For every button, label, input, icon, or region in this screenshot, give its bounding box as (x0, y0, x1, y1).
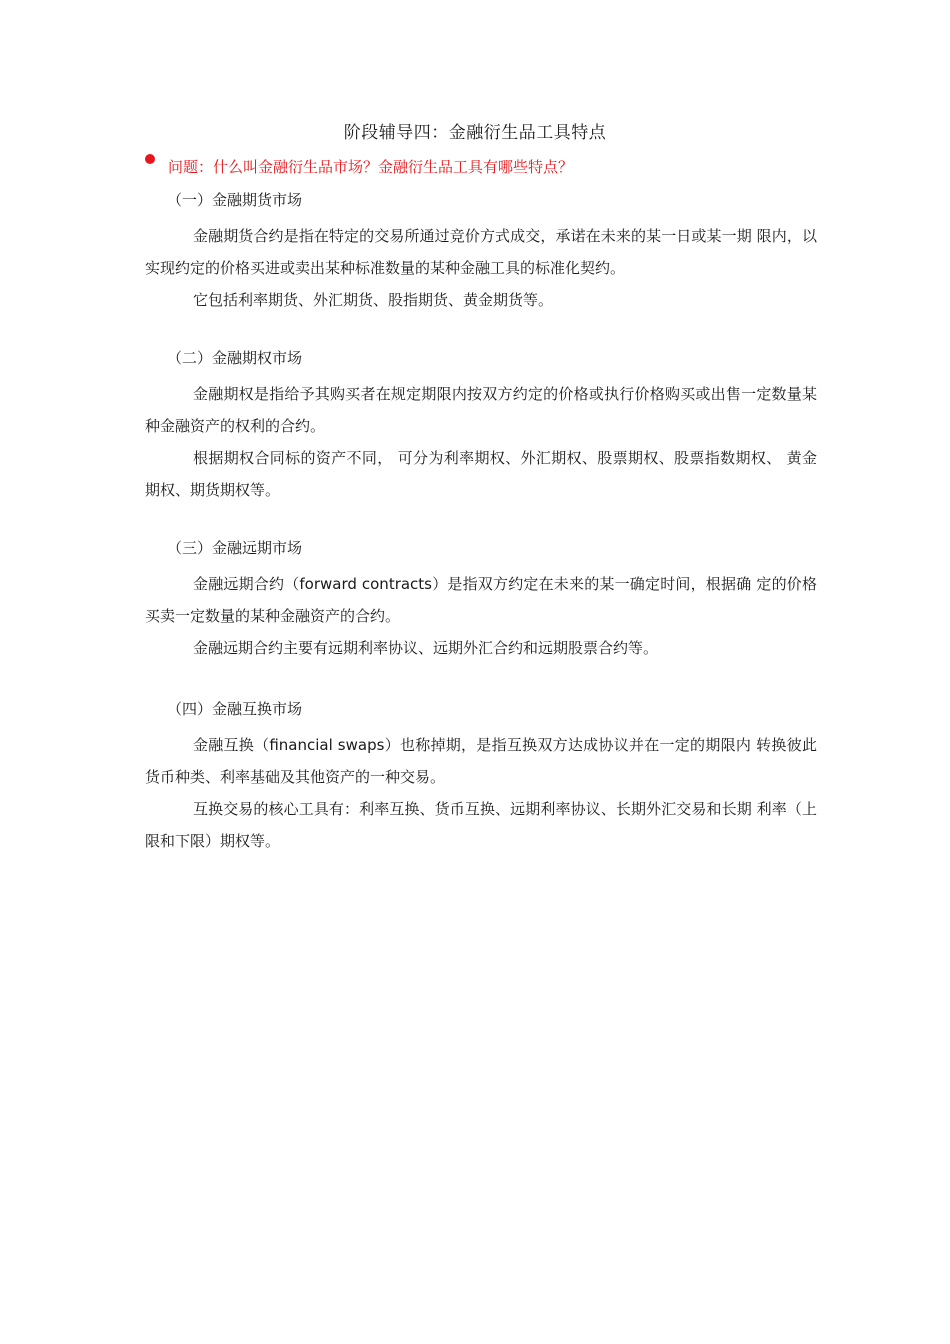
paragraph: 它包括利率期货、外汇期货、股指期货、黄金期货等。 (193, 291, 554, 309)
paragraph: 互换交易的核心工具有：利率互换、货币互换、远期利率协议、长期外汇交易和长期 利率（上限和下限）期权等。 (145, 800, 817, 850)
section-options (145, 346, 817, 506)
paragraph: 根据期权合同标的资产不同， 可分为利率期权、外汇期权、股票期权、股票指数期权、 黄金期权、期货期权等。 (145, 449, 817, 499)
paragraph-text: 金融互换（ (193, 736, 270, 754)
section-forwards (145, 536, 817, 664)
question-text: 问题：什么叫金融衍生品市场？金融衍生品工具有哪些特点？ (168, 158, 574, 176)
document-title: 阶段辅导四：金融衍生品工具特点 (343, 123, 607, 143)
red-bullet-icon (145, 154, 155, 164)
english-term: forward contracts (299, 575, 432, 593)
paragraph (145, 729, 817, 793)
paragraph: 金融期货合约是指在特定的交易所通过竞价方式成交，承诺在未来的某一日或某一期 限内，以实现约定的价格买进或卖出某种标准数量的某种金融工具的标准化契约。 (145, 227, 817, 277)
section-heading: （二）金融期权市场 (167, 349, 303, 367)
paragraph-text: ）是指双方约定在未来的某一确定时间，根据确 定的价格买卖一定数量的某种金融资产的合约。 (145, 575, 817, 625)
paragraph: 金融期权是指给予其购买者在规定期限内按双方约定的价格或执行价格购买或出售一定数量某种金融资产的权利的合约。 (145, 385, 817, 435)
paragraph: 金融远期合约主要有远期利率协议、远期外汇合约和远期股票合约等。 (193, 639, 659, 657)
paragraph-text: 金融远期合约（ (193, 575, 300, 593)
paragraph (145, 568, 817, 632)
section-heading: （一）金融期货市场 (167, 191, 303, 209)
section-swaps (145, 697, 817, 857)
paragraph-text: ）也称掉期，是指互换双方达成协议并在一定的期限内 转换彼此货币种类、利率基础及其他资产的一种交易。 (145, 736, 817, 786)
english-term: financial swaps (269, 736, 385, 754)
section-heading: （四）金融互换市场 (167, 700, 303, 718)
section-heading: （三）金融远期市场 (167, 539, 303, 557)
section-futures (145, 188, 817, 316)
